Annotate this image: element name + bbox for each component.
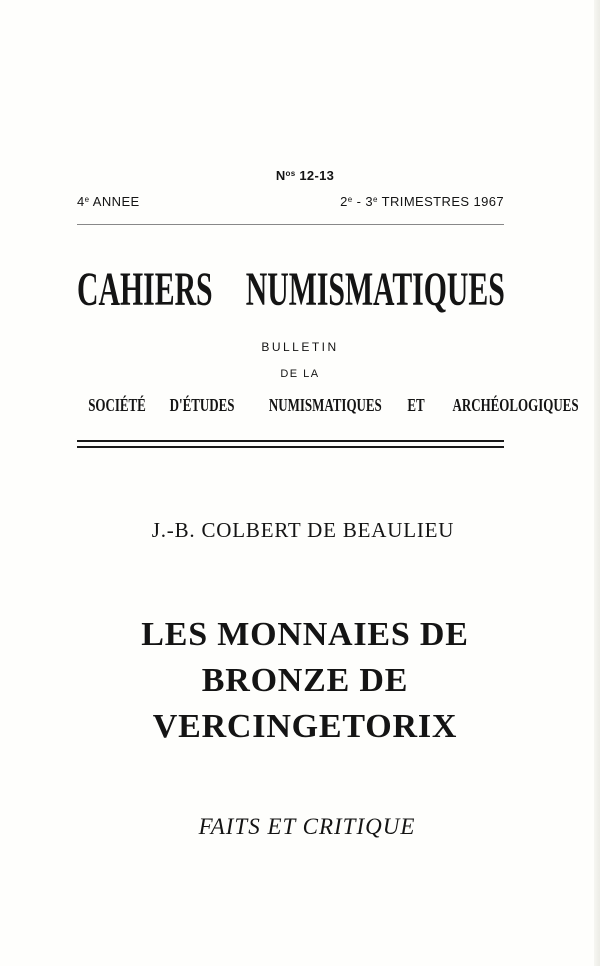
author-name: J.-B. COLBERT DE BEAULIEU: [151, 518, 455, 542]
double-rule-bottom: [77, 446, 504, 448]
double-rule-top: [77, 440, 504, 442]
society-word: ET: [407, 395, 425, 415]
header-divider: [77, 224, 504, 225]
bulletin-label: BULLETIN: [261, 340, 339, 354]
de-la-label: DE LA: [280, 368, 320, 380]
issue-number: $N^{os}$ 12-13: [275, 168, 335, 183]
article-subtitle: FAITS ET CRITIQUE: [198, 814, 416, 839]
issue-meta-row: [77, 194, 504, 209]
journal-title-word-1: CAHIERS: [77, 263, 213, 316]
journal-title-word-2: NUMISMATIQUES: [245, 263, 505, 316]
article-title-line: VERCINGETORIX: [152, 708, 458, 745]
society-word: ARCHÉOLOGIQUES: [452, 395, 579, 415]
article-title: [0, 612, 600, 750]
society-word: D'ÉTUDES: [169, 395, 235, 415]
society-name: [77, 394, 579, 416]
article-title-line: LES MONNAIES DE: [141, 616, 469, 653]
society-word: SOCIÉTÉ: [88, 395, 146, 415]
journal-title: [77, 260, 505, 320]
year-label: 4e ANNEE: [77, 194, 140, 209]
quarter-label: 2e - 3e TRIMESTRES 1967: [340, 194, 504, 209]
article-title-line: BRONZE DE: [201, 662, 409, 699]
society-word: NUMISMATIQUES: [269, 395, 382, 415]
